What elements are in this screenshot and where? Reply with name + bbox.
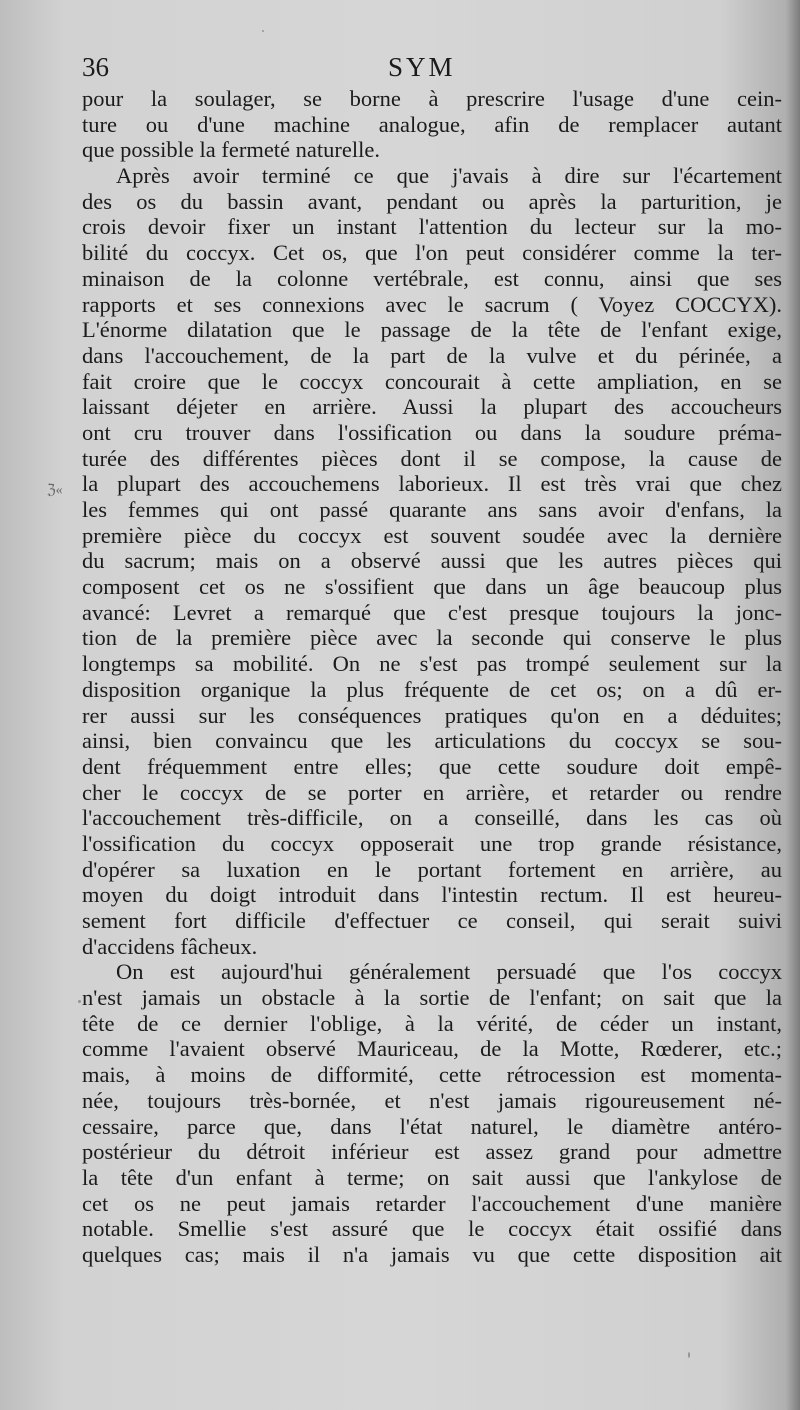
paper-speck <box>262 30 264 32</box>
text-line: L'énorme dilatation que le passage de la tête de l'enfant exige, <box>82 317 782 343</box>
text-line: cher le coccyx de se porter en arrière, et retarder ou rendre <box>82 779 782 805</box>
text-line: rer aussi sur les conséquences pratiques qu'on en a déduites; <box>82 702 782 728</box>
text-line: née, toujours très-bornée, et n'est jamais rigoureusement né- <box>82 1087 782 1113</box>
text-line: minaison de la colonne vertébrale, est connu, ainsi que ses <box>82 265 782 291</box>
text-line: postérieur du détroit inférieur est assez grand pour admettre <box>82 1139 782 1165</box>
text-line: pour la soulager, se borne à prescrire l'usage d'une cein- <box>82 86 782 111</box>
text-line: la plupart des accouchemens laborieux. Il est très vrai que chez <box>82 471 782 497</box>
text-line: bilité du coccyx. Cet os, que l'on peut considérer comme la ter- <box>82 240 782 266</box>
page-number: 36 <box>82 52 109 82</box>
text-line: tête de ce dernier l'oblige, à la vérité, de céder un instant, <box>82 1010 782 1036</box>
paper-speck <box>688 1352 690 1358</box>
text-line: quelques cas; mais il n'a jamais vu que cette disposition ait <box>82 1241 782 1267</box>
text-line: laissant déjeter en arrière. Aussi la plupart des accoucheurs <box>82 394 782 420</box>
text-line: comme l'avaient observé Mauriceau, de la Motte, Rœderer, etc.; <box>82 1036 782 1062</box>
paper-speck <box>78 1000 81 1003</box>
text-line: cet os ne peut jamais retarder l'accouchement d'une manière <box>82 1190 782 1216</box>
text-line: longtemps sa mobilité. On ne s'est pas trompé seulement sur la <box>82 651 782 677</box>
text-line: ture ou d'une machine analogue, afin de remplacer autant <box>82 111 782 137</box>
text-line: d'opérer sa luxation en le portant fortement en arrière, au <box>82 856 782 882</box>
body-text <box>82 86 782 1268</box>
margin-mark: ℨ« <box>47 483 63 498</box>
running-head: SYM <box>388 52 456 82</box>
text-line: dans l'accouchement, de la part de la vulve et du périnée, a <box>82 342 782 368</box>
text-line: tion de la première pièce avec la seconde qui conserve le plus <box>82 625 782 651</box>
text-line: fait croire que le coccyx concourait à cette ampliation, en se <box>82 368 782 394</box>
text-line: moyen du doigt introduit dans l'intestin rectum. Il est heureu- <box>82 882 782 908</box>
text-line: première pièce du coccyx est souvent soudée avec la dernière <box>82 522 782 548</box>
text-line: ainsi, bien convaincu que les articulations du coccyx se sou- <box>82 728 782 754</box>
text-line: crois devoir fixer un instant l'attention du lecteur sur la mo- <box>82 214 782 240</box>
text-line: sement fort difficile d'effectuer ce conseil, qui serait suivi <box>82 908 782 933</box>
text-line: mais, à moins de difformité, cette rétrocession est momenta- <box>82 1062 782 1088</box>
text-line: cessaire, parce que, dans l'état naturel, le diamètre antéro- <box>82 1113 782 1139</box>
text-line: que possible la fermeté naturelle. <box>82 137 381 163</box>
text-line: dent fréquemment entre elles; que cette soudure doit empê- <box>82 753 782 779</box>
paragraph-start-line: Après avoir terminé ce que j'avais à dire sur l'écartement <box>116 163 782 189</box>
text-line: composent cet os ne s'ossifient que dans un âge beaucoup plus <box>82 574 782 600</box>
text-line: des os du bassin avant, pendant ou après la parturition, je <box>82 188 782 214</box>
text-line: ont cru trouver dans l'ossification ou dans la soudure préma- <box>82 419 782 445</box>
text-line: du sacrum; mais on a observé aussi que les autres pièces qui <box>82 548 782 574</box>
text-line: d'accidens fâcheux. <box>82 933 258 959</box>
text-line: disposition organique la plus fréquente de cet os; on a dû er- <box>82 676 782 702</box>
text-line: rapports et ses connexions avec le sacrum ( Voyez COCCYX). <box>82 291 782 317</box>
text-line: la tête d'un enfant à terme; on sait aussi que l'ankylose de <box>82 1164 782 1190</box>
text-line: turée des différentes pièces dont il se compose, la cause de <box>82 445 782 471</box>
text-line: les femmes qui ont passé quarante ans sans avoir d'enfans, la <box>82 497 782 522</box>
text-line: l'ossification du coccyx opposerait une trop grande résistance, <box>82 830 782 856</box>
text-line: l'accouchement très-difficile, on a conseillé, dans les cas où <box>82 805 782 831</box>
text-line: notable. Smellie s'est assuré que le coccyx était ossifié dans <box>82 1216 782 1242</box>
text-line: avancé: Levret a remarqué que c'est presque toujours la jonc- <box>82 599 782 625</box>
paragraph-start-line: On est aujourd'hui généralement persuadé que l'os coccyx <box>116 959 782 985</box>
text-line: n'est jamais un obstacle à la sortie de l'enfant; on sait que la <box>82 985 782 1011</box>
